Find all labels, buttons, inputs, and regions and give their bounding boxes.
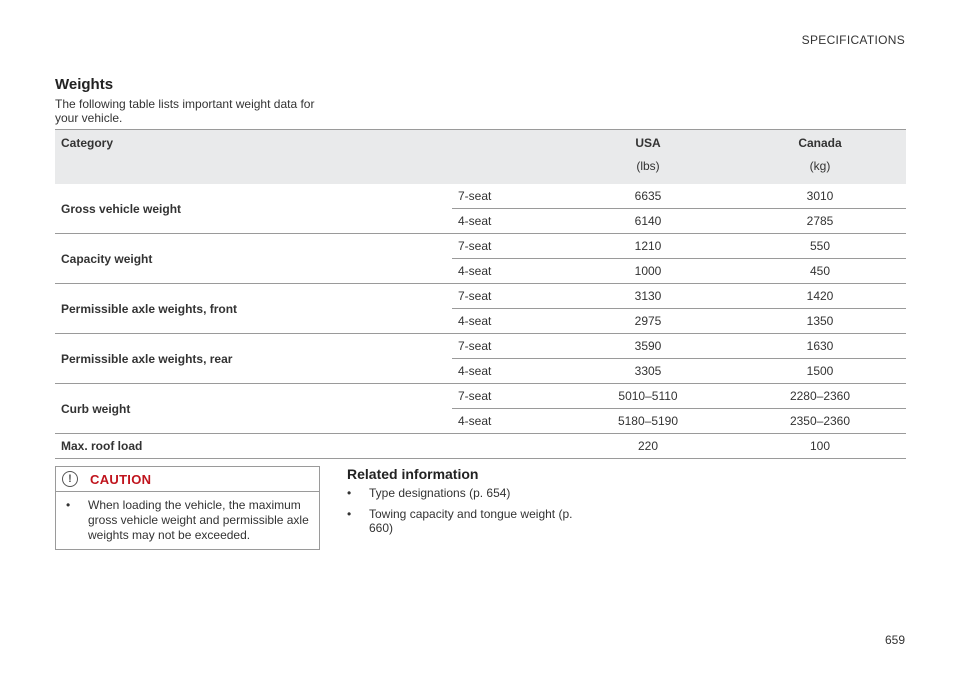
row-usa-value: 1210 bbox=[562, 234, 734, 259]
row-usa-value: 6635 bbox=[562, 184, 734, 209]
weights-table bbox=[55, 129, 906, 459]
caution-header bbox=[56, 467, 319, 492]
row-canada-value: 550 bbox=[734, 234, 906, 259]
row-usa-value: 1000 bbox=[562, 259, 734, 284]
row-usa-value: 220 bbox=[562, 434, 734, 459]
row-seat: 7-seat bbox=[452, 284, 562, 309]
section-header: SPECIFICATIONS bbox=[801, 33, 905, 47]
row-canada-value: 3010 bbox=[734, 184, 906, 209]
row-seat: 7-seat bbox=[452, 234, 562, 259]
row-canada-value: 2350–2360 bbox=[734, 409, 906, 434]
table-row bbox=[55, 384, 906, 409]
header-category: Category bbox=[55, 130, 562, 185]
page-number: 659 bbox=[884, 633, 905, 647]
row-seat: 7-seat bbox=[452, 384, 562, 409]
row-seat: 7-seat bbox=[452, 184, 562, 209]
caution-text: When loading the vehicle, the maximum gross vehicle weight and permissible axle weights may not be exceeded. bbox=[88, 498, 309, 542]
row-category: Permissible axle weights, front bbox=[55, 284, 452, 334]
row-usa-value: 6140 bbox=[562, 209, 734, 234]
header-usa-label: USA bbox=[635, 136, 661, 150]
row-usa-value: 2975 bbox=[562, 309, 734, 334]
related-link-item[interactable] bbox=[347, 507, 577, 535]
table-row bbox=[55, 284, 906, 309]
row-category: Capacity weight bbox=[55, 234, 452, 284]
row-canada-value: 2785 bbox=[734, 209, 906, 234]
caution-body bbox=[56, 492, 319, 543]
row-seat: 4-seat bbox=[452, 209, 562, 234]
bullet: • bbox=[347, 507, 352, 521]
row-seat: 7-seat bbox=[452, 334, 562, 359]
table-row bbox=[55, 334, 906, 359]
row-category: Gross vehicle weight bbox=[55, 184, 452, 234]
header-usa bbox=[562, 130, 734, 185]
header-canada-unit: (kg) bbox=[809, 159, 831, 173]
row-usa-value: 5180–5190 bbox=[562, 409, 734, 434]
header-usa-unit: (lbs) bbox=[636, 159, 660, 173]
related-information bbox=[347, 466, 577, 542]
intro-text: The following table lists important weight data for your vehicle. bbox=[55, 97, 315, 125]
header-canada bbox=[734, 130, 906, 185]
caution-title: CAUTION bbox=[90, 471, 152, 487]
row-canada-value: 1350 bbox=[734, 309, 906, 334]
row-canada-value: 100 bbox=[734, 434, 906, 459]
row-seat: 4-seat bbox=[452, 409, 562, 434]
related-link-text[interactable]: Towing capacity and tongue weight (p. 660) bbox=[369, 507, 573, 535]
caution-box bbox=[55, 466, 320, 550]
row-canada-value: 1630 bbox=[734, 334, 906, 359]
row-seat: 4-seat bbox=[452, 309, 562, 334]
row-canada-value: 2280–2360 bbox=[734, 384, 906, 409]
page-title: Weights bbox=[55, 76, 114, 93]
row-usa-value: 5010–5110 bbox=[562, 384, 734, 409]
table-row bbox=[55, 184, 906, 209]
related-link-item[interactable] bbox=[347, 486, 577, 500]
row-usa-value: 3305 bbox=[562, 359, 734, 384]
row-category: Max. roof load bbox=[55, 434, 562, 459]
row-usa-value: 3130 bbox=[562, 284, 734, 309]
row-category: Curb weight bbox=[55, 384, 452, 434]
exclamation-circle-icon: ! bbox=[62, 471, 78, 487]
related-title: Related information bbox=[347, 466, 479, 482]
row-canada-value: 450 bbox=[734, 259, 906, 284]
row-seat: 4-seat bbox=[452, 259, 562, 284]
bullet: • bbox=[347, 486, 352, 500]
row-canada-value: 1420 bbox=[734, 284, 906, 309]
bullet: • bbox=[66, 498, 71, 512]
table-header-row bbox=[55, 130, 906, 185]
table-row bbox=[55, 234, 906, 259]
row-canada-value: 1500 bbox=[734, 359, 906, 384]
related-link-text[interactable]: Type designations (p. 654) bbox=[369, 486, 511, 500]
header-canada-label: Canada bbox=[798, 136, 842, 150]
table-row bbox=[55, 434, 906, 459]
row-category: Permissible axle weights, rear bbox=[55, 334, 452, 384]
row-usa-value: 3590 bbox=[562, 334, 734, 359]
row-seat: 4-seat bbox=[452, 359, 562, 384]
